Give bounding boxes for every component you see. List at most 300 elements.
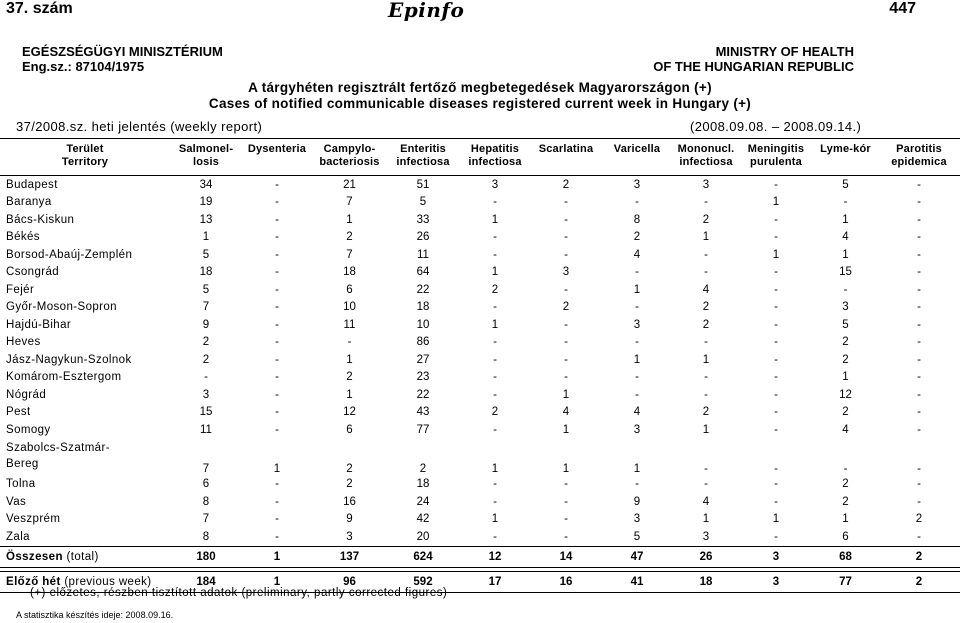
table-cell: 1 — [842, 513, 849, 526]
territory-name: Tolna — [6, 478, 36, 491]
territory-name: Fejér — [6, 283, 35, 296]
table-cell: 1 — [242, 571, 312, 592]
table-cell: 1 — [491, 513, 499, 526]
table-cell: - — [917, 478, 921, 491]
table-cell: 33 — [416, 213, 430, 226]
col-mononucleosis: Mononucl. infectiosa — [677, 143, 735, 168]
table-cell: 3 — [739, 546, 813, 567]
table-cell: - — [275, 178, 279, 191]
table-cell: - — [774, 231, 778, 244]
table-cell: - — [917, 353, 921, 366]
table-cell: - — [917, 388, 921, 401]
table-cell: - — [704, 248, 708, 261]
table-cell: - — [774, 478, 778, 491]
table-cell: - — [774, 266, 778, 279]
table-cell: - — [917, 336, 921, 349]
table-cell: - — [774, 423, 778, 436]
table-cell: 4 — [562, 406, 570, 419]
table-cell: 184 — [170, 571, 242, 592]
table-cell: 2 — [878, 546, 960, 567]
table-cell: 3 — [842, 301, 849, 314]
table-cell: 21 — [343, 178, 356, 191]
table-cell: 2 — [562, 301, 570, 314]
table-cell: 3 — [633, 513, 641, 526]
table-cell: 2 — [842, 495, 849, 508]
report-period: (2008.09.08. – 2008.09.14.) — [690, 119, 862, 134]
table-cell: 2 — [702, 406, 710, 419]
table-cell: - — [917, 318, 921, 331]
table-cell: 2 — [346, 462, 353, 475]
table-row — [0, 404, 960, 422]
table-cell: 1 — [202, 231, 210, 244]
col-scarlatina: Scarlatina — [538, 143, 594, 155]
table-cell: - — [275, 513, 279, 526]
table-cell: 1 — [562, 388, 570, 401]
table-cell: - — [275, 353, 279, 366]
table-cell: 6 — [346, 283, 353, 296]
table-cell: 14 — [531, 546, 601, 567]
table-cell: - — [493, 301, 497, 314]
table-cell: - — [774, 406, 778, 419]
territory-name: Vas — [6, 495, 27, 508]
republic-en: OF THE HUNGARIAN REPUBLIC — [653, 59, 854, 74]
table-cell: - — [275, 423, 279, 436]
table-cell: 12 — [459, 546, 531, 567]
table-row — [0, 493, 960, 511]
table-cell: 17 — [459, 571, 531, 592]
table-cell: 86 — [416, 336, 430, 349]
table-cell: 77 — [416, 423, 430, 436]
table-cell: - — [275, 283, 279, 296]
table-cell: 8 — [633, 213, 641, 226]
table-cell: 3 — [739, 571, 813, 592]
table-cell: - — [493, 388, 497, 401]
table-cell: 18 — [416, 301, 430, 314]
title-en: Cases of notified communicable diseases registered current week in Hungary (+) — [208, 96, 752, 111]
table-cell: - — [635, 301, 639, 314]
table-cell: 4 — [633, 248, 641, 261]
table-cell: - — [774, 283, 778, 296]
table-cell: 24 — [416, 495, 430, 508]
territory-name: Bács-Kiskun — [6, 213, 75, 226]
col-varicella: Varicella — [613, 143, 661, 155]
table-cell: - — [704, 371, 708, 384]
table-cell: 2 — [915, 513, 923, 526]
table-cell: - — [493, 530, 497, 543]
table-cell: 1 — [702, 353, 710, 366]
table-cell: - — [704, 462, 708, 475]
table-cell: 1 — [491, 266, 499, 279]
table-cell: - — [635, 196, 639, 209]
table-cell: 96 — [312, 571, 387, 592]
table-cell: 5 — [842, 178, 849, 191]
table-cell: 2 — [878, 571, 960, 592]
table-cell: 22 — [416, 283, 430, 296]
table-cell: - — [917, 301, 921, 314]
table-cell: 43 — [416, 406, 430, 419]
table-cell: - — [635, 266, 639, 279]
table-cell: 2 — [702, 213, 710, 226]
table-cell: - — [275, 371, 279, 384]
table-cell: 34 — [199, 178, 213, 191]
table-cell: 12 — [343, 406, 356, 419]
table-cell: 4 — [842, 231, 849, 244]
table-cell: 15 — [839, 266, 852, 279]
table-cell: 15 — [199, 406, 213, 419]
table-cell: 3 — [202, 388, 210, 401]
table-cell: - — [564, 213, 568, 226]
table-cell: 1 — [842, 371, 849, 384]
table-cell: - — [917, 213, 921, 226]
table-cell: 27 — [416, 353, 430, 366]
table-cell: - — [917, 530, 921, 543]
table-cell: - — [493, 248, 497, 261]
table-cell: 51 — [416, 178, 430, 191]
table-cell: - — [917, 371, 921, 384]
table-cell: - — [774, 530, 778, 543]
table-cell: 2 — [202, 336, 210, 349]
table-cell: - — [774, 353, 778, 366]
territory-name: Veszprém — [6, 513, 61, 526]
table-cell: - — [275, 530, 279, 543]
table-cell: - — [275, 495, 279, 508]
table-cell: 3 — [633, 318, 641, 331]
page-number: 447 — [889, 0, 916, 17]
table-cell: 5 — [842, 318, 849, 331]
table-cell: - — [275, 196, 279, 209]
table-cell: 1 — [842, 248, 849, 261]
territory-name: Nógrád — [6, 388, 47, 401]
table-cell: - — [774, 495, 778, 508]
table-cell: 2 — [702, 301, 710, 314]
table-cell: 2 — [562, 178, 570, 191]
table-cell: 9 — [202, 318, 210, 331]
col-territory: Terület Territory — [61, 143, 109, 168]
territory-name: Csongrád — [6, 266, 60, 279]
table-cell: 7 — [346, 196, 353, 209]
footnote: (+) előzetes, részben tisztított adatok (preliminary, partly corrected figures) — [30, 587, 448, 599]
table-cell: 64 — [416, 266, 430, 279]
table-cell: 1 — [633, 462, 641, 475]
table-cell: - — [917, 406, 921, 419]
table-cell: 1 — [242, 546, 312, 567]
territory-name: Budapest — [6, 178, 58, 191]
table-cell: - — [774, 178, 778, 191]
table-cell: 26 — [416, 231, 430, 244]
table-row — [0, 194, 960, 212]
table-cell: 10 — [343, 301, 356, 314]
table-cell: - — [493, 371, 497, 384]
table-cell: - — [275, 213, 279, 226]
table-cell: 22 — [416, 388, 430, 401]
table-cell: - — [564, 196, 568, 209]
table-cell: 5 — [633, 530, 641, 543]
table-cell: 8 — [202, 495, 210, 508]
table-cell: 47 — [601, 546, 673, 567]
table-row — [0, 511, 960, 529]
table-cell: - — [493, 336, 497, 349]
table-row — [0, 334, 960, 352]
ministry-hu: EGÉSZSÉGÜGYI MINISZTÉRIUM — [22, 44, 223, 59]
table-cell: 2 — [491, 283, 499, 296]
epinfo-logo: Epinfo — [388, 0, 465, 22]
table-cell: 5 — [419, 196, 427, 209]
table-row — [0, 386, 960, 404]
table-cell: 180 — [170, 546, 242, 567]
col-hepatitis: Hepatitis infectiosa — [468, 143, 522, 168]
table-cell: 9 — [346, 513, 353, 526]
table-cell: 1 — [702, 513, 710, 526]
table-row — [0, 528, 960, 546]
table-cell: - — [275, 266, 279, 279]
table-cell: 3 — [633, 178, 641, 191]
table-cell: 77 — [813, 571, 878, 592]
table-cell: 4 — [702, 283, 710, 296]
table-cell: - — [635, 371, 639, 384]
title-hu: A tárgyhéten regisztrált fertőző megbetegedések Magyarországon (+) — [248, 80, 712, 95]
table-cell: 1 — [491, 462, 499, 475]
table-cell: - — [564, 231, 568, 244]
table-row — [0, 229, 960, 247]
table-cell: 12 — [839, 388, 852, 401]
table-cell: 6 — [346, 423, 353, 436]
table-cell: 8 — [202, 530, 210, 543]
table-cell: 11 — [200, 423, 212, 436]
table-cell: - — [917, 196, 921, 209]
table-cell: - — [774, 318, 778, 331]
table-row — [0, 264, 960, 282]
col-parotitis: Parotitis epidemica — [891, 143, 947, 168]
table-cell: - — [917, 423, 921, 436]
territory-name: Hajdú-Bihar — [6, 318, 72, 331]
table-cell: 3 — [491, 178, 499, 191]
table-cell: - — [564, 495, 568, 508]
col-dysenteria: Dysenteria — [247, 143, 307, 155]
table-row — [0, 316, 960, 334]
territory-name: Szabolcs-Szatmár- Bereg — [6, 441, 110, 470]
table-cell: 1 — [633, 353, 641, 366]
table-cell: 18 — [343, 266, 356, 279]
table-cell: 5 — [202, 248, 210, 261]
table-cell: 16 — [343, 495, 356, 508]
table-cell: - — [564, 318, 568, 331]
col-meningitis: Meningitis purulenta — [747, 143, 805, 168]
table-cell: 1 — [346, 353, 353, 366]
table-cell: - — [564, 530, 568, 543]
table-cell: - — [493, 196, 497, 209]
table-cell: - — [493, 353, 497, 366]
registration-number: Eng.sz.: 87104/1975 — [22, 59, 145, 74]
table-cell: 5 — [202, 283, 210, 296]
previous-week-label: Előző hét (previous week) — [0, 571, 170, 592]
table-cell: - — [704, 388, 708, 401]
disease-table — [0, 138, 960, 593]
table-cell: 2 — [842, 336, 849, 349]
table-cell: 4 — [842, 423, 849, 436]
table-cell: 2 — [842, 406, 849, 419]
table-cell: 68 — [813, 546, 878, 567]
territory-name: Pest — [6, 406, 31, 419]
territory-name: Békés — [6, 231, 40, 244]
table-cell: 2 — [419, 462, 427, 475]
table-cell: - — [204, 371, 208, 384]
table-cell: 1 — [842, 213, 849, 226]
table-cell: 1 — [273, 462, 281, 475]
table-row — [0, 299, 960, 317]
table-row — [0, 439, 960, 476]
table-cell: - — [843, 196, 848, 209]
table-cell: 3 — [562, 266, 570, 279]
table-cell: 137 — [312, 546, 387, 567]
table-cell: 1 — [702, 231, 710, 244]
table-cell: - — [564, 353, 568, 366]
table-cell: - — [564, 478, 568, 491]
table-cell: - — [275, 318, 279, 331]
territory-name: Somogy — [6, 423, 51, 436]
table-cell: 20 — [416, 530, 430, 543]
territory-name: Komárom-Esztergom — [6, 371, 122, 384]
territory-name: Győr-Moson-Sopron — [6, 301, 117, 314]
table-cell: - — [564, 248, 568, 261]
table-cell: 1 — [633, 283, 641, 296]
table-cell: 2 — [491, 406, 499, 419]
table-cell: 3 — [702, 178, 710, 191]
table-cell: 11 — [417, 248, 429, 261]
table-cell: 7 — [202, 301, 210, 314]
total-label: Összesen (total) — [0, 546, 170, 567]
table-cell: 1 — [491, 318, 499, 331]
table-cell: 2 — [842, 478, 849, 491]
table-cell: 18 — [199, 266, 213, 279]
total-row — [0, 546, 960, 567]
ministry-en: MINISTRY OF HEALTH — [715, 44, 854, 59]
table-cell: - — [843, 283, 848, 296]
table-cell: 624 — [387, 546, 459, 567]
table-cell: 1 — [772, 196, 780, 209]
table-cell: 26 — [673, 546, 739, 567]
table-cell: 2 — [202, 353, 210, 366]
territory-name: Heves — [6, 336, 41, 349]
table-cell: - — [275, 388, 279, 401]
table-cell: - — [635, 336, 639, 349]
table-cell: - — [704, 266, 708, 279]
table-header-row — [0, 139, 960, 176]
table-cell: - — [917, 231, 921, 244]
table-row — [0, 246, 960, 264]
table-cell: 16 — [531, 571, 601, 592]
table-row — [0, 476, 960, 494]
col-salmonellosis: Salmonel- losis — [178, 143, 234, 168]
table-cell: 3 — [633, 423, 641, 436]
table-cell: 7 — [202, 462, 210, 475]
table-cell: - — [275, 248, 279, 261]
table-cell: - — [275, 231, 279, 244]
table-cell: 1 — [772, 248, 780, 261]
table-cell: 1 — [772, 513, 780, 526]
table-cell: - — [917, 178, 921, 191]
table-cell: - — [704, 336, 708, 349]
table-cell: 9 — [633, 495, 641, 508]
table-cell: 23 — [416, 371, 430, 384]
table-row — [0, 369, 960, 387]
table-row — [0, 351, 960, 369]
table-cell: 6 — [842, 530, 849, 543]
table-cell: - — [493, 478, 497, 491]
table-cell: 1 — [702, 423, 710, 436]
table-cell: 4 — [633, 406, 641, 419]
table-cell: - — [917, 283, 921, 296]
table-cell: - — [704, 196, 708, 209]
table-cell: 1 — [491, 213, 499, 226]
table-cell: 41 — [601, 571, 673, 592]
table-cell: 1 — [346, 388, 353, 401]
table-cell: - — [347, 336, 352, 349]
report-number: 37/2008.sz. heti jelentés (weekly report) — [16, 119, 263, 134]
table-cell: 2 — [633, 231, 641, 244]
table-cell: 19 — [199, 196, 213, 209]
table-cell: - — [275, 478, 279, 491]
table-cell: - — [564, 336, 568, 349]
table-cell: - — [774, 462, 778, 475]
table-cell: - — [917, 462, 921, 475]
table-cell: - — [564, 283, 568, 296]
table-cell: - — [704, 478, 708, 491]
table-cell: 11 — [343, 318, 356, 331]
table-cell: - — [635, 478, 639, 491]
table-cell: 18 — [673, 571, 739, 592]
table-cell: 4 — [702, 495, 710, 508]
table-cell: - — [917, 266, 921, 279]
territory-name: Baranya — [6, 196, 52, 209]
table-cell: 3 — [702, 530, 710, 543]
col-campylobacteriosis: Campylo- bacteriosis — [319, 143, 380, 168]
table-cell: - — [774, 213, 778, 226]
table-cell: 6 — [202, 478, 210, 491]
table-cell: 1 — [562, 423, 570, 436]
table-cell: - — [774, 371, 778, 384]
table-cell: - — [493, 423, 497, 436]
table-cell: - — [275, 336, 279, 349]
table-cell: - — [493, 495, 497, 508]
table-cell: - — [635, 388, 639, 401]
table-row — [0, 176, 960, 194]
table-cell: - — [564, 513, 568, 526]
table-cell: 2 — [346, 478, 353, 491]
table-cell: 1 — [562, 462, 570, 475]
table-cell: 13 — [199, 213, 213, 226]
table-cell: - — [774, 336, 778, 349]
table-cell: 2 — [346, 371, 353, 384]
table-cell: 3 — [346, 530, 353, 543]
table-cell: - — [275, 301, 279, 314]
col-enteritis: Enteritis infectiosa — [396, 143, 450, 168]
territory-name: Borsod-Abaúj-Zemplén — [6, 248, 133, 261]
issue-number: 37. szám — [6, 0, 73, 17]
statistics-date: A statisztika készítés ideje: 2008.09.16. — [16, 610, 174, 620]
table-cell: - — [564, 371, 568, 384]
table-cell: 592 — [387, 571, 459, 592]
territory-name: Jász-Nagykun-Szolnok — [6, 353, 132, 366]
table-cell: - — [843, 462, 848, 475]
table-cell: 2 — [702, 318, 710, 331]
table-cell: 18 — [416, 478, 430, 491]
table-cell: - — [493, 231, 497, 244]
table-cell: - — [774, 388, 778, 401]
table-row — [0, 211, 960, 229]
table-row — [0, 281, 960, 299]
table-cell: - — [917, 495, 921, 508]
table-cell: - — [774, 301, 778, 314]
